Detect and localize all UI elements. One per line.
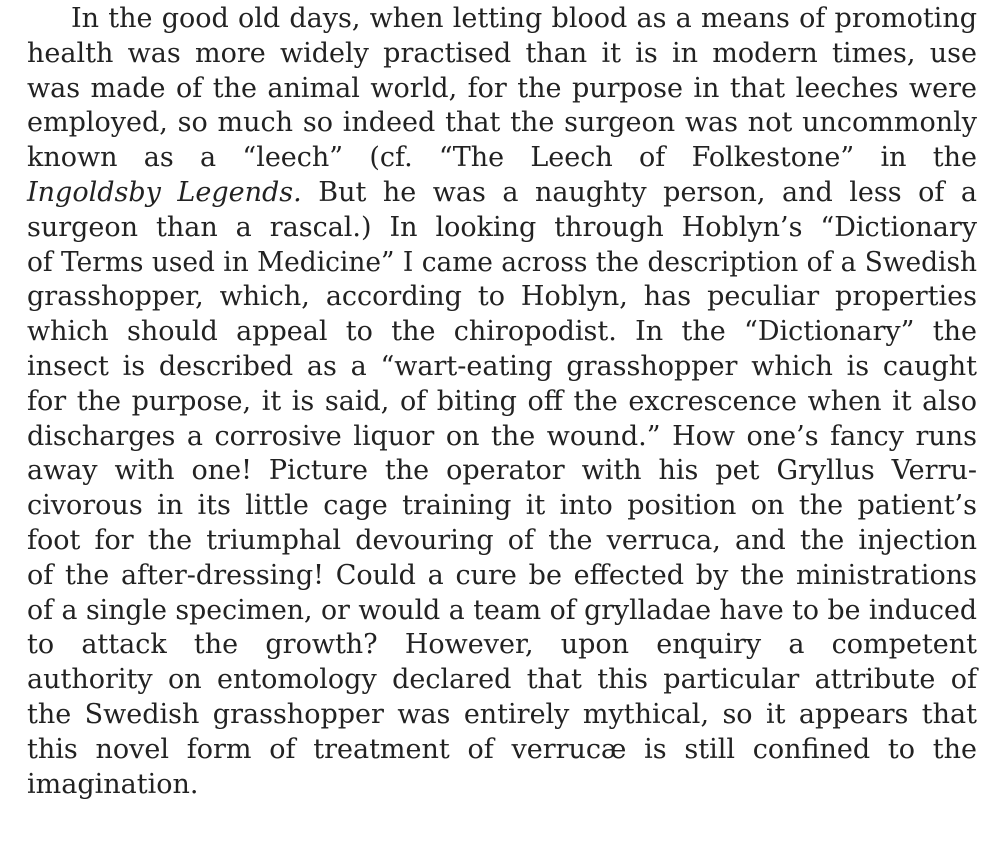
paragraph-line: employed, so much so indeed that the surgeon was not uncommonly xyxy=(27,107,977,139)
paragraph-line-text: But he was a naughty person, and less of a xyxy=(301,176,978,208)
paragraph-line: was made of the animal world, for the purpose in that leeches were xyxy=(27,72,977,104)
paragraph-line: surgeon than a rascal.) In looking through Hoblyn’s “Dictionary xyxy=(27,211,977,243)
paragraph-line: grasshopper, which, according to Hoblyn, has peculiar properties xyxy=(27,281,977,313)
paragraph-line: away with one! Picture the operator with his pet Gryllus Verru- xyxy=(27,455,977,487)
paragraph-line xyxy=(27,176,977,211)
paragraph-line: health was more widely practised than it is in modern times, use xyxy=(27,37,977,69)
book-title-italic: Ingoldsby Legends. xyxy=(27,176,302,208)
paragraph-line: for the purpose, it is said, of biting off the excrescence when it also xyxy=(27,385,977,417)
paragraph-line: this novel form of treatment of verrucæ is still confined to the xyxy=(27,733,977,765)
paragraph-line: In the good old days, when letting blood as a means of promoting xyxy=(71,3,977,34)
paragraph-line: of Terms used in Medicine” I came across the description of a Swedish xyxy=(27,246,978,278)
paragraph-line: insect is described as a “wart-eating grasshopper which is caught xyxy=(27,350,977,382)
paragraph-line: authority on entomology declared that this particular attribute of xyxy=(27,664,977,696)
paragraph-line: of the after-dressing! Could a cure be effected by the ministrations xyxy=(27,559,977,591)
paragraph-line: of a single specimen, or would a team of grylladae have to be induced xyxy=(27,594,977,626)
paragraph-line: discharges a corrosive liquor on the wound.” How one’s fancy runs xyxy=(27,420,977,452)
paragraph-line: the Swedish grasshopper was entirely mythical, so it appears that xyxy=(27,698,977,730)
paragraph-line: known as a “leech” (cf. “The Leech of Folkestone” in the xyxy=(27,142,977,174)
article-paragraph xyxy=(27,2,977,802)
paragraph-line: foot for the triumphal devouring of the verruca, and the injection xyxy=(27,524,977,556)
paragraph-line: to attack the growth? However, upon enquiry a competent xyxy=(27,629,977,661)
paragraph-line: which should appeal to the chiropodist. In the “Dictionary” the xyxy=(27,316,977,348)
paragraph-line-last: imagination. xyxy=(27,768,199,800)
paragraph-line: civorous in its little cage training it into position on the patient’s xyxy=(27,490,977,522)
